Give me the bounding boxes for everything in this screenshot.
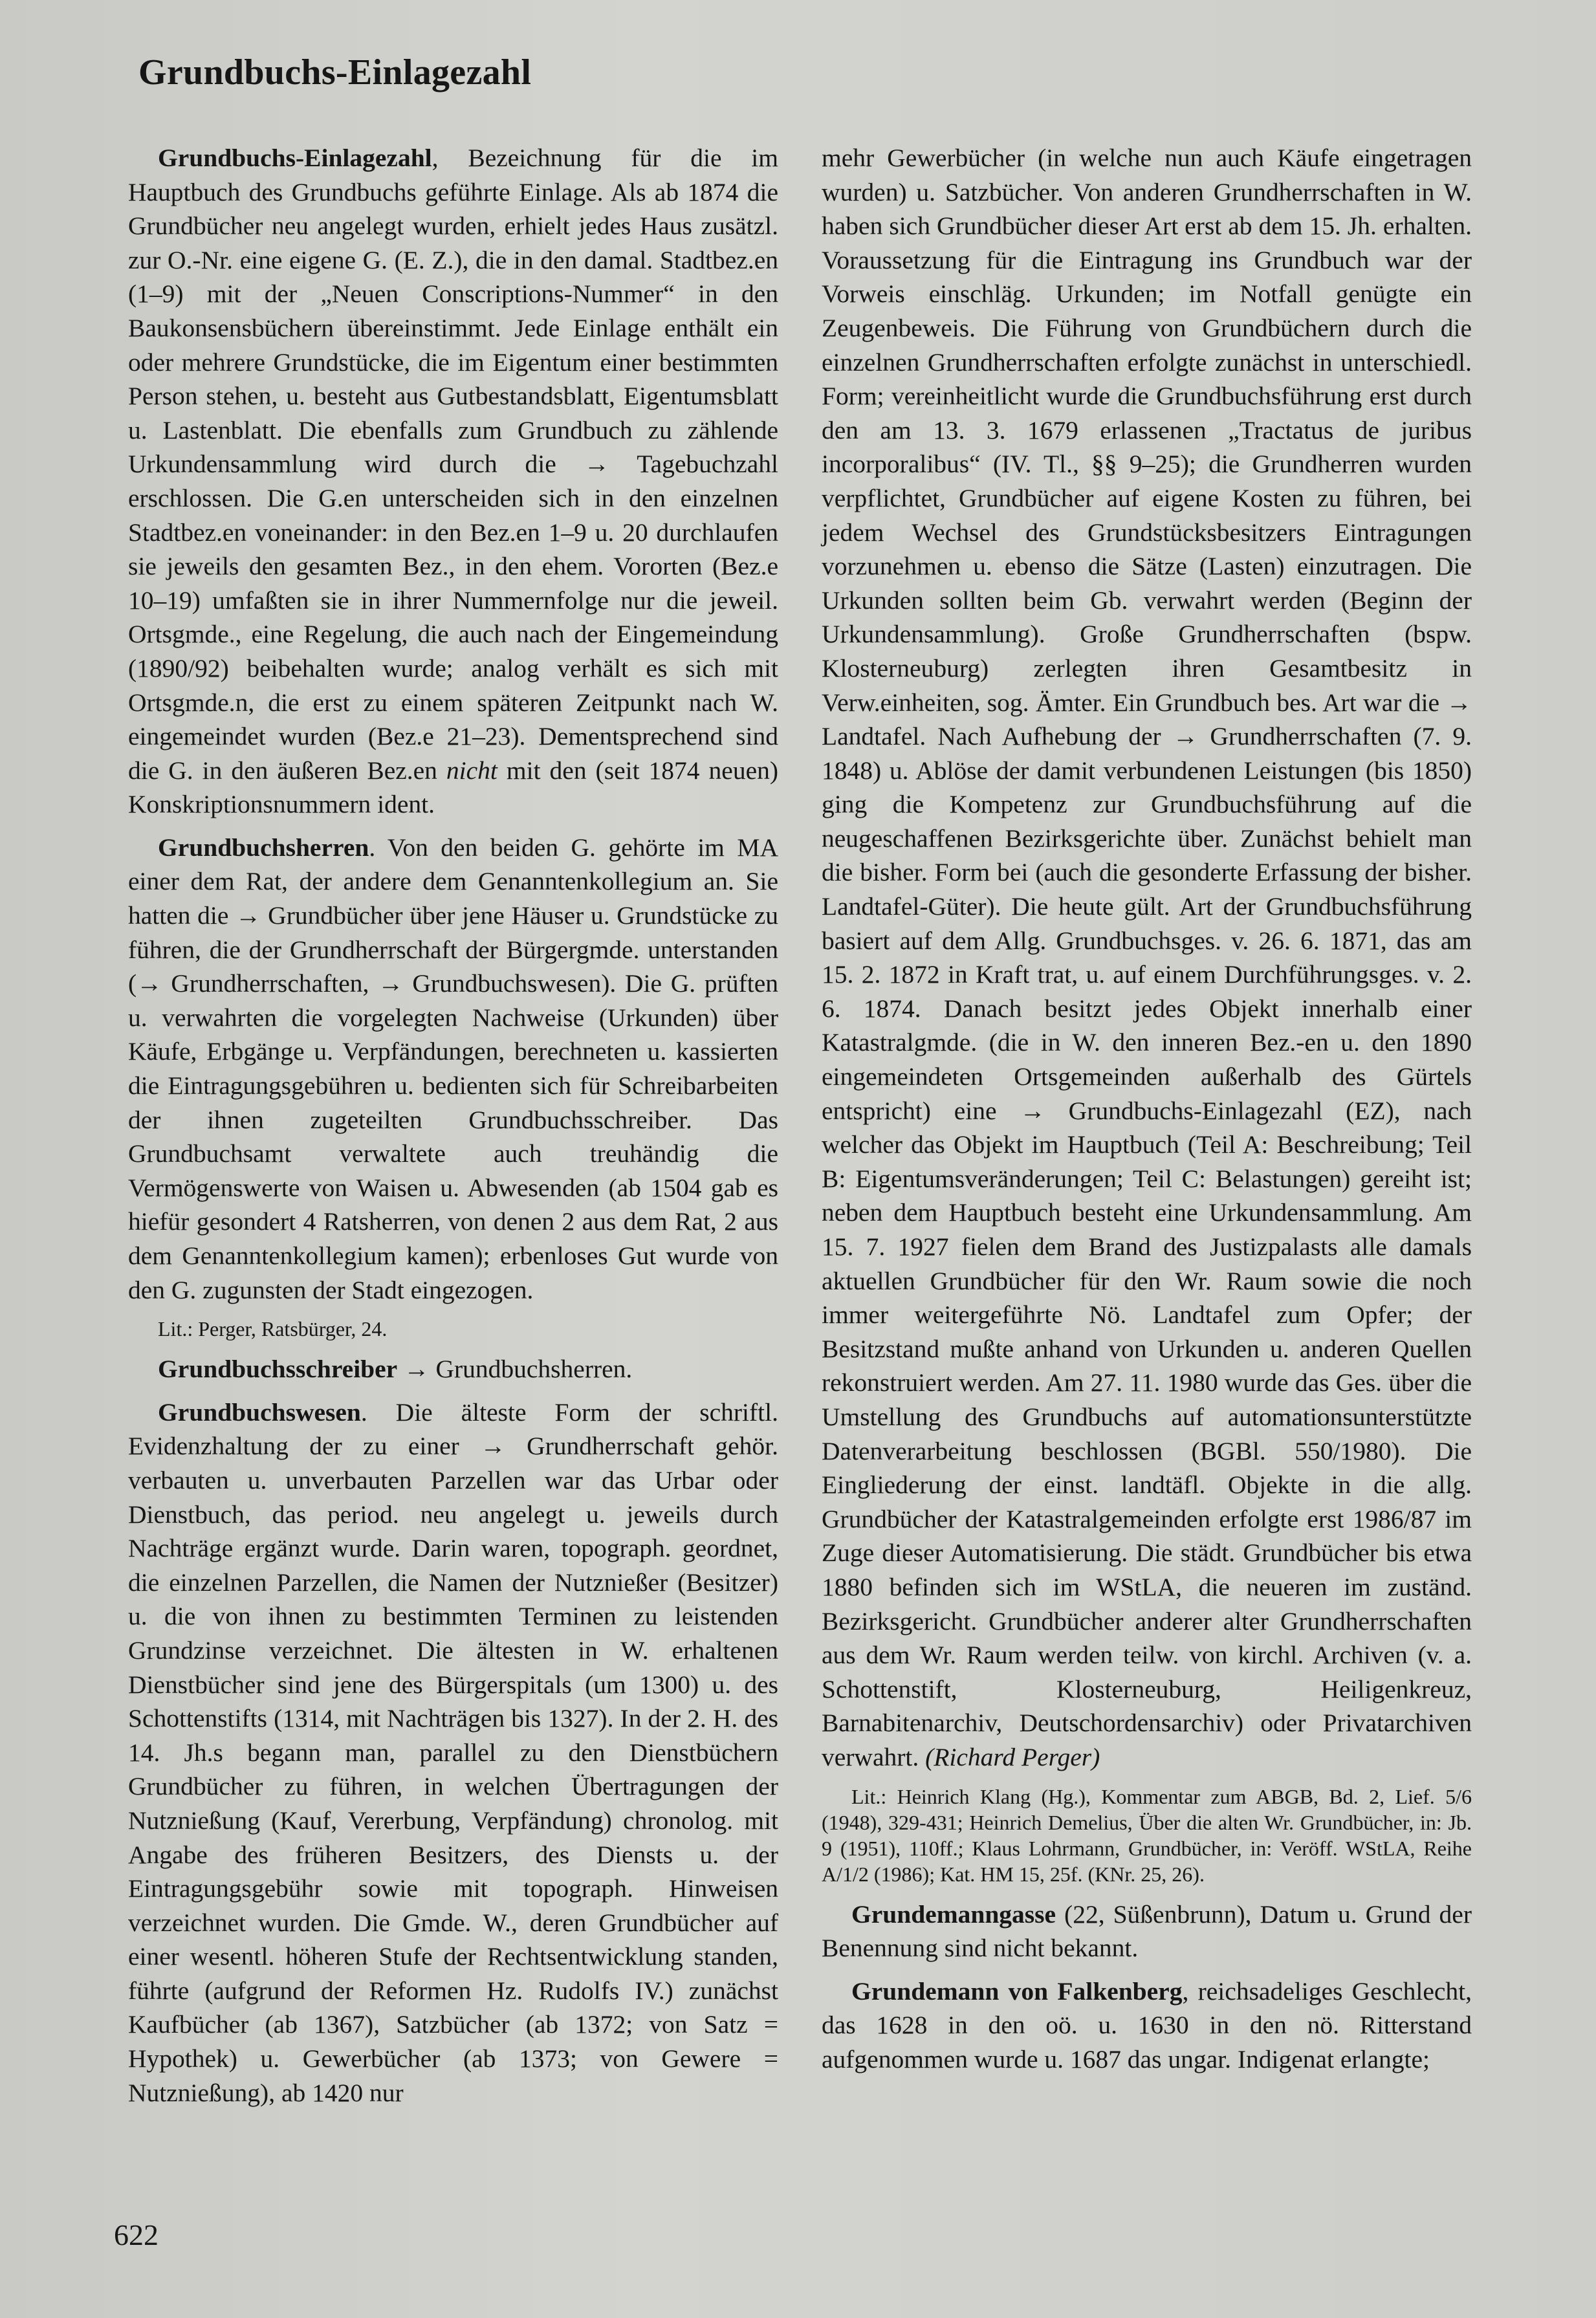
emphasis: nicht [446,756,497,785]
entry-text: , Bezeichnung für die im Hauptbuch des Grundbuchs geführte Einlage. Als ab 1874 die Grundbücher neu angelegt wurden, erhielt jedes Haus zusätzl. zur O.-Nr. eine eigene G. (E. Z.), die in den damal. Stadtbez.en (1–9) mit der „Neuen Conscriptions-Nummer“ in den Baukonsensbüchern übereinstimmt. Jede Einlage enthält ein oder mehrere Grundstücke, die im Eigentum einer bestimmten Person stehen, u. besteht aus Gutbestandsblatt, Eigentumsblatt u. Lastenblatt. Die ebenfalls zum Grundbuch zu zählende Urkundensammlung wird durch die → Tagebuchzahl erschlossen. Die G.en unterscheiden sich in den einzelnen Stadtbez.en voneinander: in den Bez.en 1–9 u. 20 durchlaufen sie jeweils den gesamten Bez., in den ehem. Vororten (Bez.e 10–19) umfaßten sie in ihrer Nummernfolge nur die jeweil. Ortsgmde., eine Regelung, die auch nach der Eingemeindung (1890/92) beibehalten wurde; analog verhält es sich mit Ortsgmde.n, die erst zu einem späteren Zeitpunkt nach W. eingemeindet wurden (Bez.e 21–23). Dementsprechend sind die G. in den äußeren Bez.en [128,144,778,785]
entry-grundbuchsschreiber [128,1352,778,1386]
entry-grundbuchsherren [128,831,778,1307]
entry-text: → Grundbuchsherren. [397,1355,633,1384]
entry-lemma: Grundbuchswesen [158,1397,361,1427]
entry-grundemann-von-falkenberg [822,1974,1472,2077]
literature-note: Lit.: Perger, Ratsbürger, 24. [158,1317,388,1341]
entry-grundbuchswesen-continued [822,141,1472,1775]
entry-text: mehr Gewerbücher (in welche nun auch Käufe eingetragen wurden) u. Satzbücher. Von anderen Grundherrschaften in W. haben sich Grundbücher dieser Art erst ab dem 15. Jh. erhalten. Voraussetzung für die Eintragung ins Grundbuch war der Vorweis einschläg. Urkunden; im Notfall genügte ein Zeugenbeweis. Die Führung von Grundbüchern durch die einzelnen Grundherrschaften erfolgte zunächst in unterschiedl. Form; vereinheitlicht wurde die Grundbuchsführung erst durch den am 13. 3. 1679 erlassenen „Tractatus de juribus incorporalibus“ (IV. Tl., §§ 9–25); die Grundherren wurden verpflichtet, Grundbücher auf eigene Kosten zu führen, bei jedem Wechsel des Grundstücksbesitzers Eintragungen vorzunehmen u. ebenso die Sätze (Lasten) einzutragen. Die Urkunden sollten beim Gb. verwahrt werden (Beginn der Urkundensammlung). Große Grundherrschaften (bspw. Klosterneuburg) zerlegten ihren Gesamtbesitz in Verw.einheiten, sog. Ämter. Ein Grundbuch bes. Art war die → Landtafel. Nach Aufhebung der → Grundherrschaften (7. 9. 1848) u. Ablöse der damit verbundenen Leistungen (bis 1850) ging die Kompetenz zur Grundbuchsführung auf die neugeschaffenen Bezirksgerichte über. Zunächst behielt man die bisher. Form bei (auch die gesonderte Erfassung der bisher. Landtafel-Güter). Die heute gült. Art der Grundbuchsführung basiert auf dem Allg. Grundbuchsges. v. 26. 6. 1871, das am 15. 2. 1872 in Kraft trat, u. auf einem Durchführungsges. v. 2. 6. 1874. Danach besitzt jedes Objekt innerhalb einer Katastralgmde. (die in W. den inneren Bez.-en u. den 1890 eingemeindeten Ortsgemeinden außerhalb des Gürtels entspricht) eine → Grundbuchs-Einlagezahl (EZ), nach welcher das Objekt im Hauptbuch (Teil A: Beschreibung; Teil B: Eigentumsveränderungen; Teil C: Belastungen) gereiht ist; neben dem Hauptbuch besteht eine Urkundensammlung. Am 15. 7. 1927 fielen dem Brand des Justizpalasts alle damals aktuellen Grundbücher für den Wr. Raum sowie die noch immer weitergeführte Nö. Landtafel zum Opfer; der Besitzstand mußte anhand von Urkunden u. anderen Quellen rekonstruiert werden. Am 27. 11. 1980 wurde das Ges. über die Umstellung des Grundbuchs auf automationsunterstützte Datenverarbeitung beschlossen (BGBl. 550/1980). Die Eingliederung der einst. landtäfl. Objekte in die allg. Grundbücher der Katastralgemeinden erfolgte erst 1986/87 im Zuge dieser Automatisierung. Die städt. Grundbücher bis etwa 1880 befinden sich im WStLA, die neueren im zuständ. Bezirksgericht. Grundbücher anderer alter Grundherrschaften aus dem Wr. Raum werden teilw. von kirchl. Archiven (v. a. Schottenstift, Klosterneuburg, Heiligenkreuz, Barnabitenarchiv, Deutschordensarchiv) oder Privatarchiven verwahrt. [822,144,1472,1771]
page-number: 622 [114,2218,159,2251]
entry-text: . Von den beiden G. gehörte im MA einer dem Rat, der andere dem Genanntenkollegium an. Sie hatten die → Grundbücher über jene Häuser u. Grundstücke zu führen, die der Grundherrschaft der Bürgergmde. unterstanden (→ Grundherrschaften, → Grundbuchswesen). Die G. prüften u. verwahrten die vorgelegten Nachweise (Urkunden) über Käufe, Erbgänge u. Verpfändungen, berechneten u. kassierten die Eintragungsgebühren u. bedienten sich für Schreibarbeiten der ihnen zugeteilten Grundbuchsschreiber. Das Grundbuchsamt verwaltete auch treuhändig die Vermögenswerte von Waisen u. Abwesenden (ab 1504 gab es hiefür gesondert 4 Ratsherren, von denen 2 aus dem Rat, 2 aus dem Genanntenkollegium kamen); erbenloses Gut wurde von den G. zugunsten der Stadt eingezogen. [128,833,778,1304]
entry-text-end: mit den (seit 1874 neuen) Konskriptionsnummern ident. [128,756,778,819]
entry-text: (22, Süßenbrunn), Datum u. Grund der Benennung sind nicht bekannt. [822,1899,1472,1963]
author-signature: (Richard Perger) [925,1742,1100,1771]
entry-text: , reichsadeliges Geschlecht, das 1628 in den oö. u. 1630 in den nö. Ritterstand aufgenommen wurde u. 1687 das ungar. Indigenat erlangte; [822,1976,1472,2073]
literature-note: Lit.: Heinrich Klang (Hg.), Kommentar zum ABGB, Bd. 2, Lief. 5/6 (1948), 329-431; Heinrich Demelius, Über die alten Wr. Grundbücher, in: Jb. 9 (1951), 110ff.; Klaus Lohrmann, Grundbücher, in: Veröff. WStLA, Reihe A/1/2 (1986); Kat. HM 15, 25f. (KNr. 25, 26). [822,1784,1472,1886]
running-head: Grundbuchs-Einlagezahl [138,52,532,93]
entry-lemma: Grundbuchsherren [158,833,369,862]
entry-grundbuchs-einlagezahl [128,141,778,822]
left-column [128,141,778,2119]
entry-grundemanngasse [822,1897,1472,1965]
entry-text: . Die älteste Form der schriftl. Evidenzhaltung der zu einer → Grundherrschaft gehör. verbauten u. unverbauten Parzellen war das Urbar oder Dienstbuch, das period. neu angelegt u. jeweils durch Nachträge ergänzt wurde. Darin waren, topograph. geordnet, die einzelnen Parzellen, die Namen der Nutznießer (Besitzer) u. die von ihnen zu bestimmten Terminen zu leistenden Grundzinse verzeichnet. Die ältesten in W. erhaltenen Dienstbücher sind jene des Bürgerspitals (um 1300) u. des Schottenstifts (1314, mit Nachträgen bis 1327). In der 2. H. des 14. Jh.s begann man, parallel zu den Dienstbüchern Grundbücher zu führen, in welchen Übertragungen der Nutznießung (Kauf, Vererbung, Verpfändung) chronolog. mit Angabe des früheren Besitzers, des Diensts u. der Eintragungsgebühr sowie mit topograph. Hinweisen verzeichnet wurden. Die Gmde. W., deren Grundbücher auf einer wesentl. höheren Stufe der Rechtsentwicklung standen, führte (aufgrund der Reformen Hz. Rudolfs IV.) zunächst Kaufbücher (ab 1367), Satzbücher (ab 1372; von Satz = Hypothek) u. Gewerbücher (ab 1373; von Gewere = Nutznießung), ab 1420 nur [128,1397,778,2107]
entry-grundbuchswesen [128,1395,778,2110]
entry-lemma: Grundemanngasse [851,1899,1056,1929]
entry-lemma: Grundbuchsschreiber [158,1355,398,1384]
entry-lemma: Grundbuchs-Einlagezahl [158,144,432,172]
entry-lemma: Grundemann von Falkenberg [851,1976,1183,2006]
right-column [822,141,1472,2085]
